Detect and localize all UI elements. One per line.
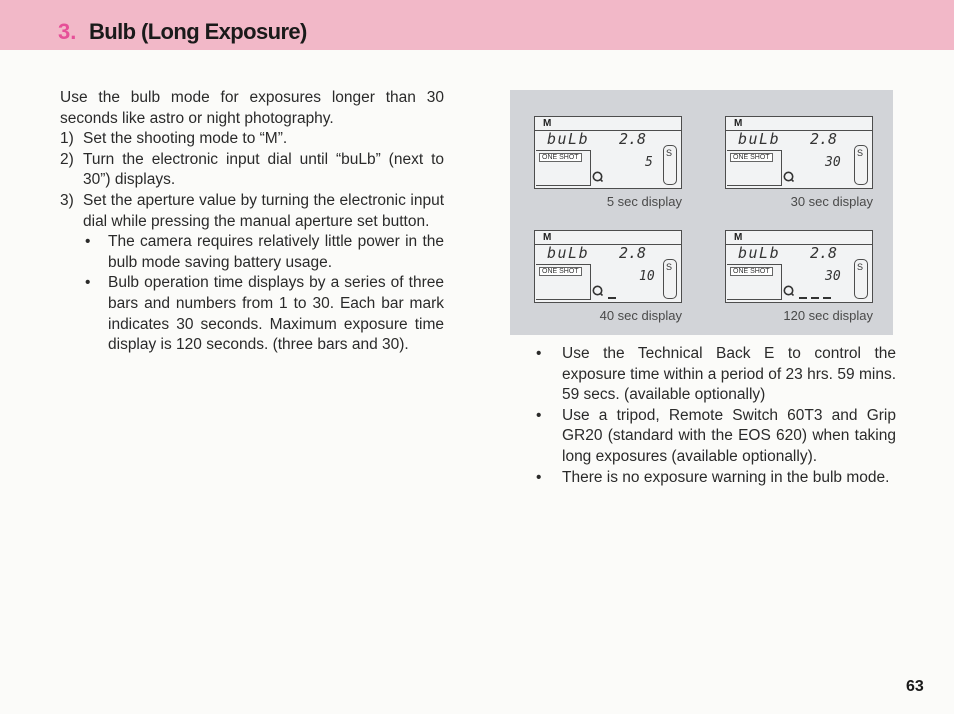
seconds-unit: S	[857, 262, 864, 272]
oneshot-label: ONE SHOT	[730, 153, 773, 162]
bar-mark	[823, 297, 831, 299]
step-number: 3)	[60, 191, 74, 209]
note-bullet-4	[534, 406, 896, 468]
lcd-panel	[725, 116, 873, 189]
step-3	[60, 191, 444, 232]
bar-mark	[799, 297, 807, 299]
lcd-panel	[534, 116, 682, 189]
bar-mark	[608, 297, 616, 299]
bar-marks	[608, 297, 620, 299]
step-1	[60, 129, 444, 150]
step-number: 1)	[60, 130, 74, 148]
bulb-indicator: buLb	[738, 130, 781, 148]
bulb-indicator: buLb	[547, 130, 590, 148]
bullet-text: Use a tripod, Remote Switch 60T3 and Grip GR20 (standard with the EOS 620) when taking long exposures (available optionally).	[562, 406, 896, 465]
oneshot-frame	[536, 264, 591, 300]
oneshot-frame	[727, 150, 782, 186]
drive-mode-icon	[783, 285, 794, 296]
elapsed-seconds: 30	[825, 155, 841, 170]
step-2	[60, 150, 444, 191]
mode-row	[726, 117, 872, 131]
bulb-indicator: buLb	[738, 244, 781, 262]
drive-mode-icon	[783, 171, 794, 182]
mode-row	[535, 117, 681, 131]
bullet-dot: •	[536, 468, 542, 486]
mode-label: M	[734, 232, 743, 243]
section-title: Bulb (Long Exposure)	[89, 19, 307, 44]
panel-caption: 30 sec display	[790, 194, 873, 209]
bullet-text: There is no exposure warning in the bulb mode.	[562, 468, 890, 486]
panel-caption: 120 sec display	[783, 308, 873, 323]
note-bullet-5	[534, 468, 896, 489]
step-text: Turn the electronic input dial until “buLb” (next to 30”) displays.	[83, 150, 444, 189]
panel-caption: 40 sec display	[599, 308, 682, 323]
drive-mode-icon	[592, 285, 603, 296]
drive-mode-icon	[592, 171, 603, 182]
note-bullet-2	[60, 273, 444, 355]
aperture-value: 2.8	[810, 130, 838, 148]
section-header	[0, 0, 954, 50]
bullet-text: Bulb operation time displays by a series of three bars and numbers from 1 to 30. Each bar mark indicates 30 seconds. Maximum exposure time display is 120 seconds. (three bars and 30).	[108, 274, 444, 354]
seconds-unit: S	[666, 262, 673, 272]
right-column	[534, 344, 896, 488]
aperture-value: 2.8	[619, 244, 647, 262]
mode-label: M	[734, 118, 743, 129]
seconds-box	[663, 145, 677, 185]
lcd-panel	[725, 230, 873, 303]
step-number: 2)	[60, 150, 74, 168]
seconds-unit: S	[666, 148, 673, 158]
aperture-value: 2.8	[810, 244, 838, 262]
bullet-dot: •	[85, 274, 91, 292]
elapsed-seconds: 30	[825, 269, 841, 284]
panel-caption: 5 sec display	[606, 194, 682, 209]
elapsed-seconds: 5	[645, 155, 653, 170]
mode-row	[535, 231, 681, 245]
seconds-box	[663, 259, 677, 299]
seconds-box	[854, 145, 868, 185]
intro-paragraph: Use the bulb mode for exposures longer than 30 seconds like astro or night photography.	[60, 89, 444, 127]
seconds-box	[854, 259, 868, 299]
bullet-text: Use the Technical Back E to control the exposure time within a period of 23 hrs. 59 mins. 59 secs. (available optionally)	[562, 345, 896, 404]
bullet-text: The camera requires relatively little power in the bulb mode saving battery usage.	[108, 233, 444, 271]
aperture-value: 2.8	[619, 130, 647, 148]
lcd-panel	[534, 230, 682, 303]
note-bullet-1	[60, 232, 444, 273]
oneshot-frame	[536, 150, 591, 186]
bar-mark	[811, 297, 819, 299]
step-text: Set the shooting mode to “M”.	[83, 130, 288, 148]
seconds-unit: S	[857, 148, 864, 158]
bullet-dot: •	[536, 345, 542, 362]
section-number: 3.	[58, 19, 77, 44]
mode-label: M	[543, 118, 552, 129]
bullet-dot: •	[85, 233, 91, 251]
oneshot-label: ONE SHOT	[730, 267, 773, 276]
left-column	[60, 88, 444, 356]
note-bullet-3	[534, 344, 896, 406]
bar-marks	[799, 297, 835, 299]
oneshot-label: ONE SHOT	[539, 153, 582, 162]
bullet-dot: •	[536, 406, 542, 424]
oneshot-frame	[727, 264, 782, 300]
mode-row	[726, 231, 872, 245]
elapsed-seconds: 10	[639, 269, 655, 284]
lcd-display-figure	[510, 90, 893, 335]
bulb-indicator: buLb	[547, 244, 590, 262]
oneshot-label: ONE SHOT	[539, 267, 582, 276]
mode-label: M	[543, 232, 552, 243]
step-text: Set the aperture value by turning the electronic input dial while pressing the manual aperture set button.	[83, 191, 444, 230]
page-number: 63	[906, 678, 924, 695]
